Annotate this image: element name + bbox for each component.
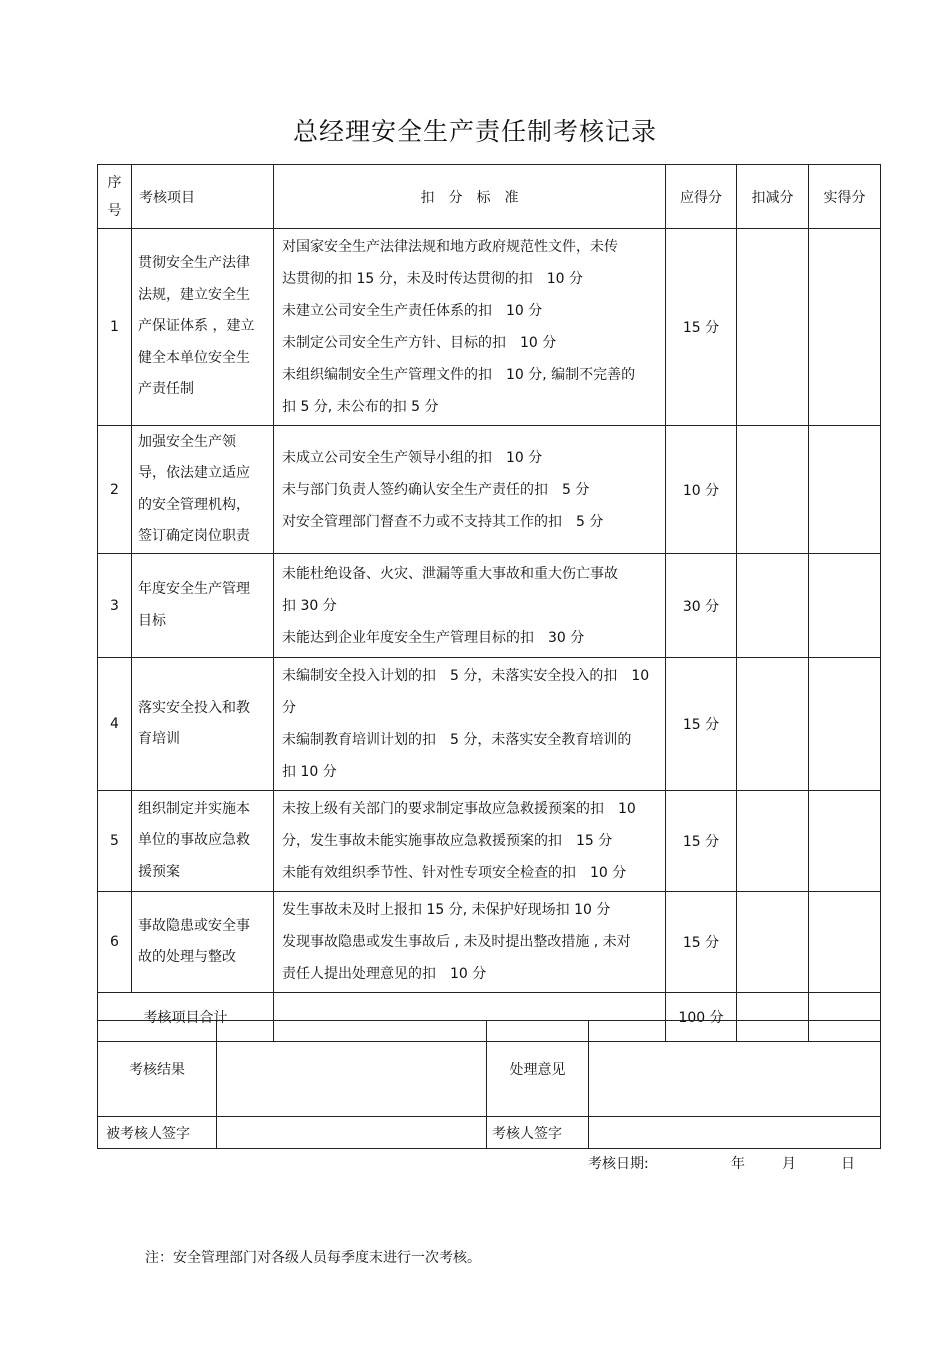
item-line: 贯彻安全生产法律 [138, 255, 250, 272]
standard-line: 责任人提出处理意见的扣 10 分 [282, 966, 487, 982]
row-seq: 6 [98, 892, 132, 993]
standard-line: 未编制教育培训计划的扣 5 分，未落实安全教育培训的 [282, 732, 632, 748]
row-seq: 5 [98, 791, 132, 892]
item-line: 法规，建立安全生 [138, 286, 250, 303]
total-due: 100 分 [666, 993, 737, 1042]
standard-line: 未能有效组织季节性、针对性专项安全检查的扣 10 分 [282, 865, 627, 881]
standard-line: 未能杜绝设备、火灾、泄漏等重大事故和重大伤亡事故 [282, 565, 618, 582]
row-deduct [737, 229, 809, 426]
item-line: 育培训 [138, 731, 180, 747]
result-table [97, 1020, 881, 1149]
examiner-sign-cell [589, 1117, 881, 1149]
row-actual [809, 791, 881, 892]
standard-line: 分 [282, 700, 296, 716]
standard-line: 扣 10 分 [282, 764, 337, 780]
standard-line: 对安全管理部门督查不力或不支持其工作的扣 5 分 [282, 513, 604, 530]
item-line: 援预案 [138, 863, 180, 880]
item-line: 产责任制 [138, 381, 194, 398]
total-label: 考核项目合计 [98, 993, 274, 1042]
item-line: 落实安全投入和教 [138, 699, 250, 716]
header-seq: 序 号 [98, 165, 132, 229]
signature-row [98, 1117, 881, 1149]
item-line: 故的处理与整改 [138, 949, 236, 965]
row-actual [809, 229, 881, 426]
standard-line: 未制定公司安全生产方针、目标的扣 10 分 [282, 335, 557, 351]
item-line: 事故隐患或安全事 [138, 917, 250, 934]
row-standard [274, 791, 666, 892]
row-standard [274, 658, 666, 791]
opinion-cell [589, 1021, 881, 1117]
page-title: 总经理安全生产责任制考核记录 [292, 117, 657, 146]
table-row [98, 892, 881, 993]
row-actual [809, 426, 881, 554]
date-month: 月 [782, 1156, 796, 1172]
examiner-sign-label: 考核人签字 [487, 1117, 589, 1149]
standard-line: 发生事故未及时上报扣 15 分, 未保护好现场扣 10 分 [282, 902, 611, 918]
standard-line: 未组织编制安全生产管理文件的扣 10 分, 编制不完善的 [282, 367, 636, 383]
row-deduct [737, 554, 809, 658]
header-deduct: 扣减分 [737, 165, 809, 229]
row-seq: 2 [98, 426, 132, 554]
row-deduct [737, 791, 809, 892]
examinee-sign-cell [217, 1117, 487, 1149]
header-actual: 实得分 [809, 165, 881, 229]
table-header-row [98, 165, 881, 229]
result-row [98, 1021, 881, 1117]
row-item [132, 658, 274, 791]
assessment-table [97, 164, 881, 1042]
standard-line: 发现事故隐患或发生事故后 , 未及时提出整改措施 , 未对 [282, 934, 631, 950]
item-line: 的安全管理机构， [138, 496, 250, 513]
row-standard [274, 892, 666, 993]
row-deduct [737, 892, 809, 993]
header-item: 考核项目 [132, 165, 274, 229]
row-due: 15 分 [666, 658, 737, 791]
item-line: 签订确定岗位职责 [138, 528, 250, 544]
standard-line: 未与部门负责人签约确认安全生产责任的扣 5 分 [282, 481, 590, 498]
header-due: 应得分 [666, 165, 737, 229]
standard-line: 未建立公司安全生产责任体系的扣 10 分 [282, 303, 543, 319]
standard-line: 扣 5 分, 未公布的扣 5 分 [282, 399, 439, 415]
row-seq: 1 [98, 229, 132, 426]
row-deduct [737, 426, 809, 554]
row-due: 15 分 [666, 229, 737, 426]
item-line: 健全本单位安全生 [138, 349, 250, 366]
standard-line: 未按上级有关部门的要求制定事故应急救援预案的扣 10 [282, 801, 636, 817]
examinee-sign-label: 被考核人签字 [98, 1117, 217, 1149]
item-line: 加强安全生产领 [138, 433, 236, 450]
standard-line: 未成立公司安全生产领导小组的扣 10 分 [282, 449, 543, 466]
table-row [98, 554, 881, 658]
result-cell [217, 1021, 487, 1117]
item-line: 单位的事故应急救 [138, 832, 250, 849]
date-day: 日 [841, 1156, 855, 1172]
opinion-label: 处理意见 [487, 1021, 589, 1117]
standard-line: 扣 30 分 [282, 597, 337, 614]
row-item [132, 791, 274, 892]
table-row [98, 426, 881, 554]
table-row [98, 791, 881, 892]
row-deduct [737, 658, 809, 791]
row-standard [274, 426, 666, 554]
row-item [132, 554, 274, 658]
date-year: 年 [731, 1156, 745, 1172]
table-row [98, 229, 881, 426]
table-body [98, 229, 881, 993]
row-actual [809, 892, 881, 993]
row-actual [809, 658, 881, 791]
row-seq: 3 [98, 554, 132, 658]
row-item [132, 229, 274, 426]
row-item [132, 426, 274, 554]
item-line: 导，依法建立适应 [138, 465, 250, 481]
row-due: 15 分 [666, 892, 737, 993]
item-line: 组织制定并实施本 [138, 800, 250, 817]
row-due: 15 分 [666, 791, 737, 892]
standard-line: 对国家安全生产法律法规和地方政府规范性文件，未传 [282, 239, 618, 255]
footnote: 注：安全管理部门对各级人员每季度末进行一次考核。 [145, 1250, 481, 1266]
header-standard: 扣 分 标 准 [274, 165, 666, 229]
result-label: 考核结果 [98, 1021, 217, 1117]
standard-line: 分，发生事故未能实施事故应急救援预案的扣 15 分 [282, 833, 613, 849]
row-seq: 4 [98, 658, 132, 791]
item-line: 产保证体系 ，建立 [138, 318, 255, 335]
standard-line: 达贯彻的扣 15 分，未及时传达贯彻的扣 10 分 [282, 271, 583, 287]
table-row [98, 658, 881, 791]
item-line: 目标 [138, 612, 166, 629]
row-item [132, 892, 274, 993]
row-standard [274, 554, 666, 658]
standard-line: 未能达到企业年度安全生产管理目标的扣 30 分 [282, 629, 585, 646]
date-label: 考核日期: [588, 1156, 649, 1172]
row-due: 30 分 [666, 554, 737, 658]
row-standard [274, 229, 666, 426]
row-due: 10 分 [666, 426, 737, 554]
standard-line: 未编制安全投入计划的扣 5 分，未落实安全投入的扣 10 [282, 668, 650, 684]
row-actual [809, 554, 881, 658]
item-line: 年度安全生产管理 [138, 581, 250, 597]
